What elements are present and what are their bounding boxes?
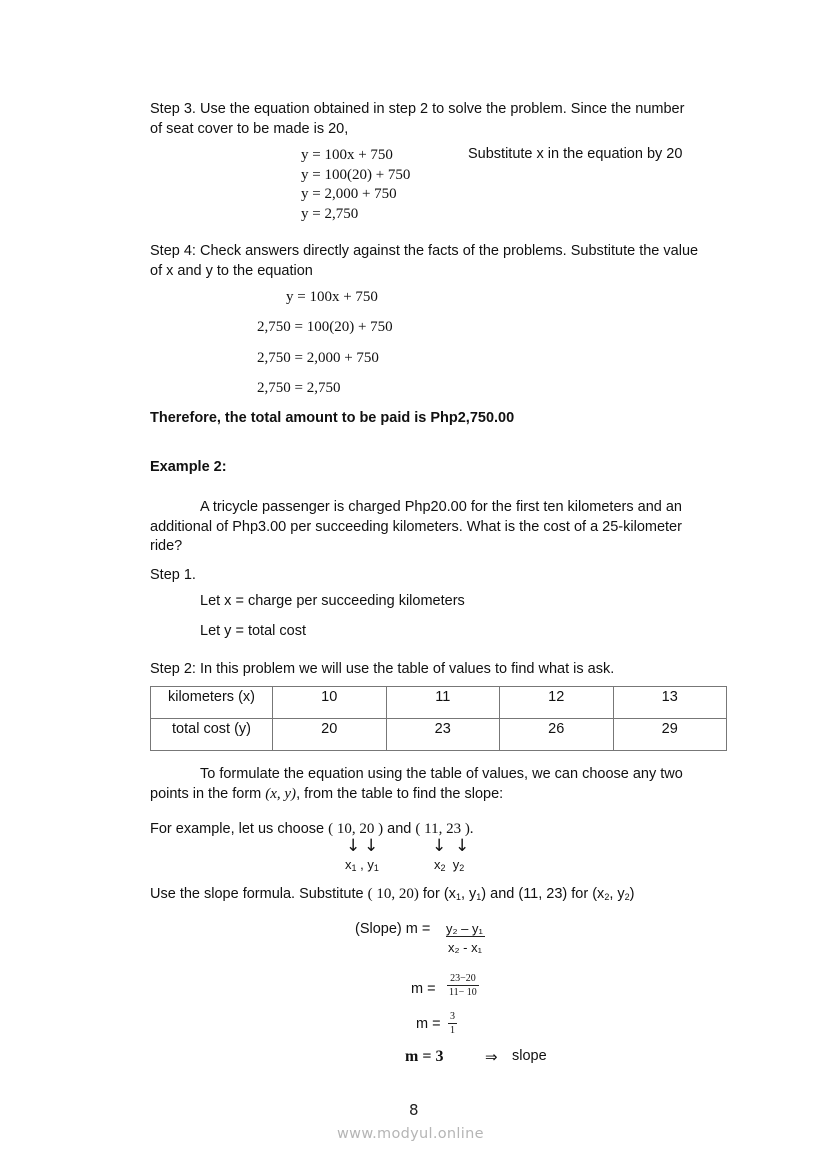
down-arrow-icon: ↓ bbox=[455, 836, 470, 856]
table-cell: 20 bbox=[273, 719, 387, 751]
equation: 2,750 = 2,750 bbox=[257, 380, 341, 396]
table-cell: kilometers (x) bbox=[151, 687, 273, 719]
step3-label: Step 3. bbox=[150, 101, 196, 117]
point2-labels: $x_2$ $y_2$ bbox=[434, 857, 465, 873]
table-cell: 12 bbox=[500, 687, 614, 719]
table-cell: 10 bbox=[273, 687, 387, 719]
table-cell: 11 bbox=[386, 687, 500, 719]
slope-denominator: x₂ - x₁ bbox=[448, 940, 482, 955]
equation: y = 2,000 + 750 bbox=[301, 186, 397, 202]
slope-result: m = 3 bbox=[405, 1048, 444, 1065]
table-row bbox=[151, 687, 727, 719]
equation: y = 100(20) + 750 bbox=[301, 166, 411, 183]
step1-label: Step 1. bbox=[150, 567, 196, 583]
step4-paragraph: Step 4: Check answers directly against the facts of the problems. Substitute the value of x and y to the equation bbox=[150, 243, 699, 279]
step3-note: Substitute x in the equation by 20 bbox=[468, 146, 683, 162]
equation: 2,750 = 100(20) + 750 bbox=[257, 319, 393, 335]
slope-label: (Slope) m = bbox=[355, 921, 431, 937]
down-arrow-icon: ↓ bbox=[346, 836, 361, 856]
down-arrow-icon: ↓ bbox=[364, 836, 379, 856]
slope-numerator: y₂ – y₁ bbox=[446, 921, 483, 936]
let-x: Let x = charge per succeeding kilometers bbox=[200, 593, 465, 609]
point1-labels: $x_1$ , $y_1$ bbox=[345, 857, 379, 873]
fraction-2: $\frac{3}{1}$ bbox=[450, 1011, 455, 1036]
equation: y = 100x + 750 bbox=[286, 289, 378, 305]
let-y: Let y = total cost bbox=[200, 623, 306, 639]
conclusion: Therefore, the total amount to be paid is Php2,750.00 bbox=[150, 410, 515, 426]
table-cell: 13 bbox=[613, 687, 727, 719]
m-equals: m = bbox=[416, 1016, 441, 1032]
step3-equations bbox=[301, 146, 410, 224]
example2-heading: Example 2: bbox=[150, 459, 227, 475]
m-equals: m = bbox=[411, 981, 436, 997]
choose-points: For example, let us choose ( 10, 20 ) and ( 11, 23 ). bbox=[150, 821, 474, 837]
step3-paragraph: Step 3. Use the equation obtained in step 2 to solve the problem. Since the number of seat cover to be made is 20, bbox=[150, 101, 685, 137]
substitute-text: Use the slope formula. Substitute ( 10, 20) for ($x_1$, $y_1$) and (11, 23) for ($x_2$, $y_2$) bbox=[150, 886, 635, 902]
table-cell: 29 bbox=[613, 719, 727, 751]
fraction-1: $\frac{23-20}{11- 10}$ bbox=[449, 973, 477, 998]
equation: y = 2,750 bbox=[301, 205, 359, 222]
step2-text: Step 2: In this problem we will use the table of values to find what is ask. bbox=[150, 661, 615, 677]
table-cell: total cost (y) bbox=[151, 719, 273, 751]
slope-word: slope bbox=[512, 1048, 547, 1064]
implies-icon: ⇒ bbox=[485, 1049, 498, 1066]
equation: y = 100x + 750 bbox=[301, 147, 393, 163]
page-number: 8 bbox=[409, 1101, 419, 1119]
example2-problem: A tricycle passenger is charged Php20.00 for the first ten kilometers and an additional of Php3.00 per succeeding kilometers. What is the cost of a 25-kilometer ride? bbox=[150, 499, 682, 554]
table-row bbox=[151, 719, 727, 751]
watermark: www.modyul.online bbox=[337, 1126, 484, 1142]
table-cell: 23 bbox=[386, 719, 500, 751]
values-table bbox=[150, 686, 727, 751]
table-cell: 26 bbox=[500, 719, 614, 751]
formulate-paragraph: To formulate the equation using the table of values, we can choose any two points in the form (x, y), from the table to find the slope: bbox=[150, 766, 683, 802]
down-arrow-icon: ↓ bbox=[432, 836, 447, 856]
equation: 2,750 = 2,000 + 750 bbox=[257, 350, 379, 366]
